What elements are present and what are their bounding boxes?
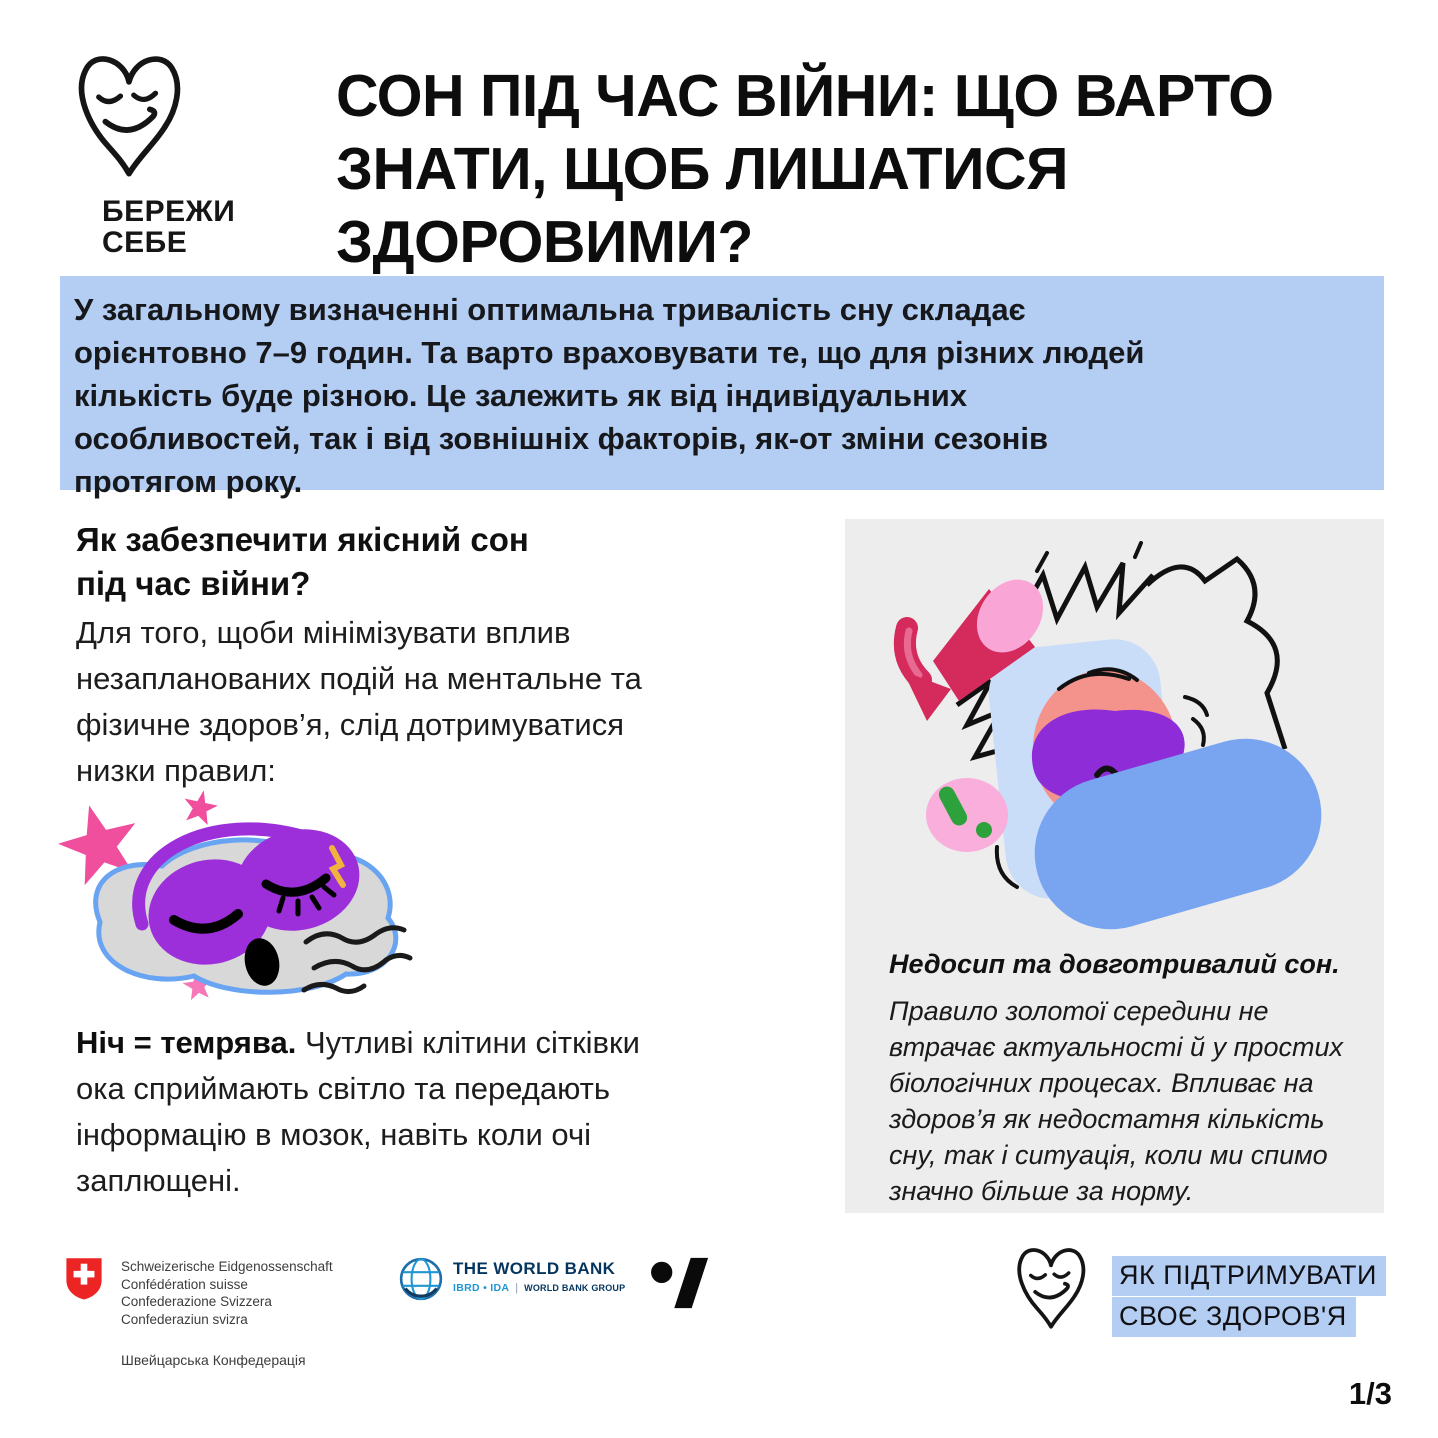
card-title: Недосип та довготривалий сон. <box>889 949 1340 979</box>
sleeping-person-illustration <box>847 523 1371 947</box>
campaign-block <box>1012 1240 1386 1338</box>
page-indicator: 1/3 <box>1348 1376 1392 1411</box>
intro-highlight-box: У загальному визначенні оптимальна тривалість сну складає орієнтовно 7–9 годин. Та варто враховувати те, що для різних людей кількість буде різною. Це залежить як від індивідуальних особливостей, так і від зовнішніх факторів, як-от зміни сезонів протягом року. <box>60 276 1384 490</box>
globe-icon <box>398 1256 444 1302</box>
sleep-mask-illustration <box>70 772 480 1017</box>
star-icon <box>180 787 220 826</box>
rule-paragraph: Ніч = темрява. Чутливі клітини сітківки ока сприймають світло та передають інформацію в мозок, навіть коли очі заплющені. <box>76 1025 640 1198</box>
swiss-confederation-logo <box>64 1256 333 1328</box>
sleep-duration-card <box>845 519 1384 1213</box>
bereshy-sebe-logo <box>70 44 235 258</box>
swiss-cross-icon <box>64 1256 104 1300</box>
smiling-heart-icon <box>1012 1240 1090 1335</box>
swiss-confederation-ukrainian: Швейцарська Конфедерація <box>121 1352 306 1368</box>
swiss-confederation-text: Schweizerische Eidgenossenschaft Confédération suisse Confederazione Svizzera Confederaziun svizra <box>121 1259 333 1327</box>
dot-slash-mark-icon <box>648 1254 716 1312</box>
campaign-text: ЯК ПІДТРИМУВАТИ СВОЄ ЗДОРОВ'Я <box>1112 1256 1386 1338</box>
world-bank-text: THE WORLD BANK IBRD • IDA | WORLD BANK GROUP <box>453 1259 626 1294</box>
page-title: СОН ПІД ЧАС ВІЙНИ: ЩО ВАРТО ЗНАТИ, ЩОБ ЛИШАТИСЯ ЗДОРОВИМИ? <box>336 63 1274 275</box>
brand-name: БЕРЕЖИ СЕБЕ <box>102 195 236 259</box>
card-text: Правило золотої середини не втрачає актуальності й у простих біологічних процесах. Впливає на здоров’я як недостатня кількість сну, так і ситуація, коли ми спимо значно більше за норму. <box>889 996 1343 1206</box>
world-bank-logo <box>398 1256 625 1302</box>
rule-bold: Ніч = темрява. <box>76 1025 297 1060</box>
section-paragraph: Для того, щоби мінімізувати вплив незапланованих подій на ментальне та фізичне здоров’я, слід дотримуватися низки правил: <box>76 615 642 788</box>
section-heading: Як забезпечити якісний сон під час війни? <box>76 521 529 602</box>
smiling-heart-icon <box>70 44 188 186</box>
